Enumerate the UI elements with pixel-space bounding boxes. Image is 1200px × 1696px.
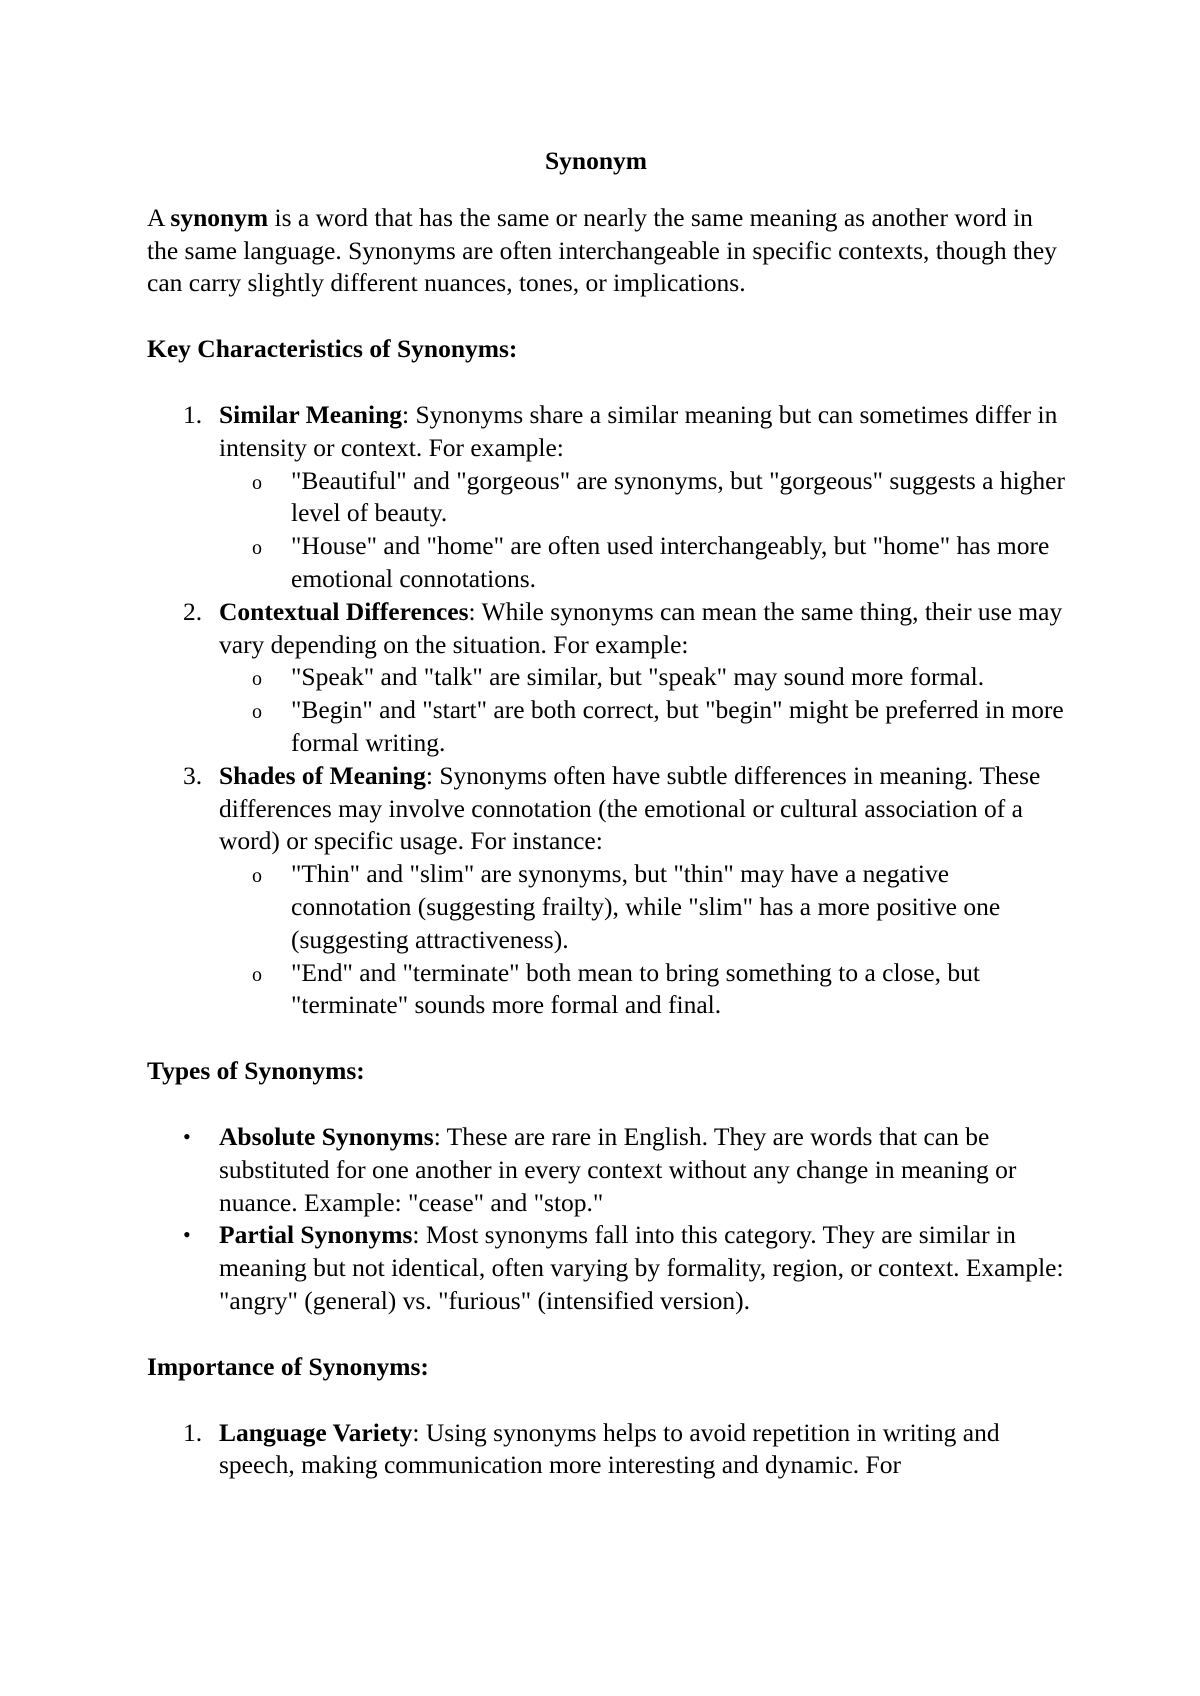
key-characteristics-heading: Key Characteristics of Synonyms: (147, 334, 518, 364)
item-term: Shades of Meaning (219, 760, 426, 790)
item-text: : Using synonyms helps to avoid repetition in writing and speech, making communication more interesting and dynamic. For (219, 1417, 1000, 1480)
list-item (147, 1417, 1067, 1483)
list-item (147, 1219, 1067, 1317)
item-text: : Most synonyms fall into this category. They are similar in meaning but not identical, often varying by formality, region, or context. Example: "angry" (general) vs. "furious" (intensified version). (219, 1220, 1064, 1315)
example-item (219, 694, 1067, 760)
example-text: "House" and "home" are often used interchangeably, but "home" has more emotional connotations. (291, 531, 1050, 593)
item-term: Contextual Differences (219, 596, 469, 626)
sub-bullet-marker: o (252, 963, 262, 986)
list-number: 3. (183, 760, 203, 790)
intro-paragraph (147, 202, 1067, 300)
list-item (147, 1121, 1067, 1219)
item-term: Partial Synonyms (219, 1220, 413, 1250)
list-item (147, 760, 1067, 1022)
document-body (147, 145, 1067, 1515)
list-number: 2. (183, 596, 203, 626)
example-text: "Speak" and "talk" are similar, but "speak" may sound more formal. (291, 662, 985, 692)
item-text: : These are rare in English. They are words that can be substituted for one another in every context without any change in meaning or nuance. Example: "cease" and "stop." (219, 1121, 1017, 1217)
key-characteristics-list (147, 399, 1067, 1022)
example-item (219, 465, 1067, 531)
sub-bullet-marker: o (252, 537, 262, 560)
list-number: 1. (183, 399, 203, 429)
example-item (219, 858, 1067, 956)
types-list (147, 1121, 1067, 1318)
example-list (219, 858, 1067, 1022)
importance-heading: Importance of Synonyms: (147, 1351, 429, 1381)
item-term: Similar Meaning (219, 399, 402, 429)
example-list (219, 661, 1067, 759)
example-text: "Thin" and "slim" are synonyms, but "thin" may have a negative connotation (suggesting frailty), while "slim" has a more positive one (suggesting attractiveness). (291, 859, 1001, 954)
sub-bullet-marker: o (252, 865, 262, 888)
list-item (147, 596, 1067, 760)
example-text: "Beautiful" and "gorgeous" are synonyms, but "gorgeous" suggests a higher level of beauty. (291, 465, 1065, 528)
list-number: 1. (183, 1417, 203, 1447)
item-text: : Synonyms share a similar meaning but can sometimes differ in intensity or context. For example: (219, 399, 1058, 462)
sub-bullet-marker: o (252, 701, 262, 724)
item-term: Language Variety (219, 1417, 413, 1447)
sub-bullet-marker: o (252, 471, 262, 494)
types-heading: Types of Synonyms: (147, 1056, 365, 1086)
bullet-marker: • (183, 1123, 191, 1149)
item-term: Absolute Synonyms (219, 1121, 434, 1151)
sub-bullet-marker: o (252, 668, 262, 691)
example-text: "Begin" and "start" are both correct, but "begin" might be preferred in more formal writing. (291, 695, 1064, 757)
item-text: : While synonyms can mean the same thing, their use may vary depending on the situation. For example: (219, 596, 1063, 659)
example-list (219, 465, 1067, 596)
list-item (147, 399, 1067, 596)
example-item (219, 530, 1067, 596)
item-text: : Synonyms often have subtle differences in meaning. These differences may involve connotation (the emotional or cultural association of a word) or specific usage. For instance: (219, 760, 1041, 856)
example-item (219, 957, 1067, 1023)
intro-term: synonym (170, 202, 269, 232)
intro-text: is a word that has the same or nearly the same meaning as another word in the same language. Synonyms are often interchangeable in specific contexts, though they can carry slightly different nuances, tones, or implications. (147, 202, 1057, 298)
document-title: Synonym (544, 146, 648, 175)
example-item (219, 661, 1067, 694)
intro-prefix: A (147, 202, 171, 232)
bullet-marker: • (183, 1222, 191, 1248)
example-text: "End" and "terminate" both mean to bring something to a close, but "terminate" sounds more formal and final. (291, 957, 980, 1020)
importance-list (147, 1417, 1067, 1483)
